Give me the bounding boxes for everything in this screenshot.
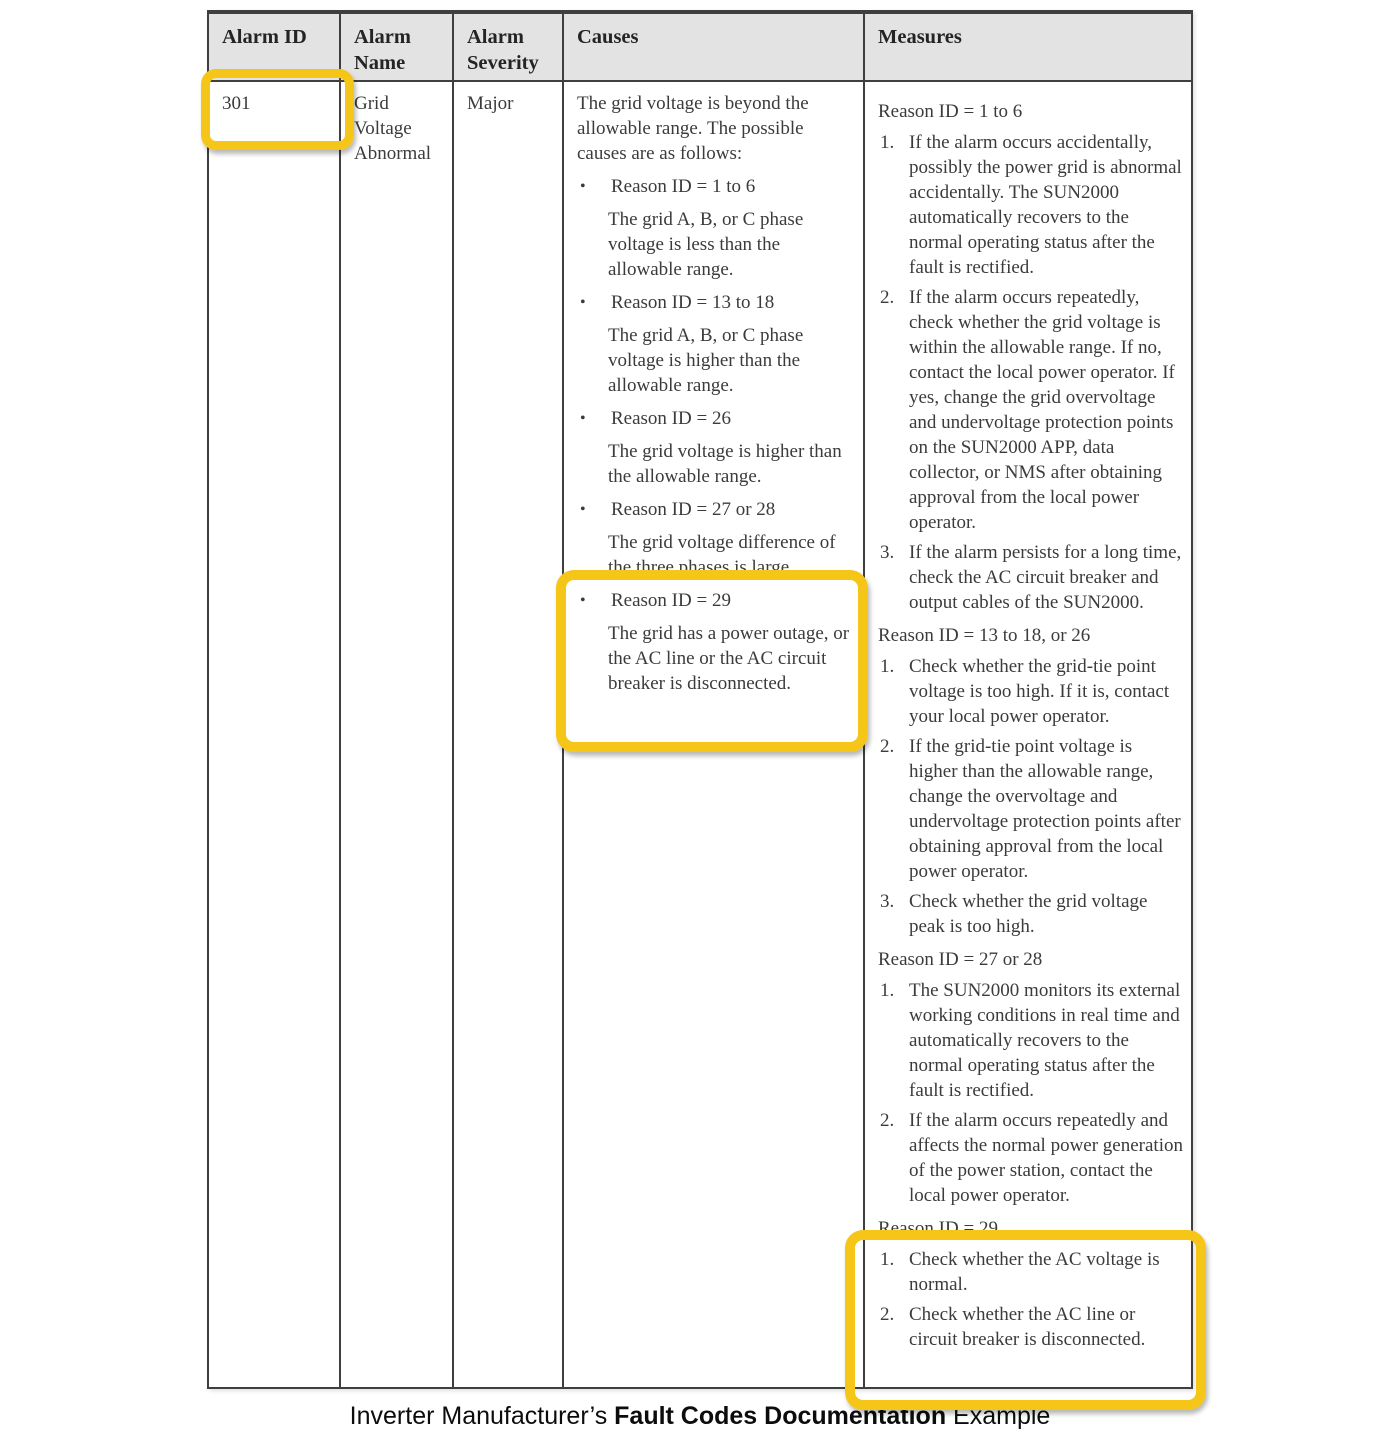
measure-step: If the alarm occurs accidentally, possibly the power grid is abnormal accidentally. The SUN2000 automatically recovers to the normal operating status after the fault is rectified. bbox=[909, 132, 1182, 278]
measure-step-list bbox=[878, 130, 1183, 615]
cell-alarm-id bbox=[209, 82, 341, 1387]
caption-prefix: Inverter Manufacturer’s bbox=[349, 1402, 615, 1430]
column-header-alarm-severity: Alarm Severity bbox=[454, 14, 564, 82]
column-header-alarm-id: Alarm ID bbox=[209, 14, 341, 82]
alarm-severity-value: Major bbox=[467, 93, 514, 114]
causes-bullet bbox=[577, 497, 855, 580]
bullet-icon: • bbox=[580, 592, 586, 609]
measure-step: If the alarm persists for a long time, check the AC circuit breaker and output cables of the SUN2000. bbox=[909, 542, 1182, 613]
bullet-icon: • bbox=[580, 178, 586, 195]
measure-step: If the alarm occurs repeatedly and affects the normal power generation of the power station, contact the local power operator. bbox=[909, 1110, 1183, 1206]
reason-id-label: Reason ID = 29 bbox=[611, 590, 731, 611]
measures-section-list bbox=[878, 99, 1183, 1352]
causes-bullet-list bbox=[577, 174, 855, 696]
measure-step: Check whether the AC voltage is normal. bbox=[909, 1249, 1160, 1295]
reason-description: The grid A, B, or C phase voltage is less than the allowable range. bbox=[608, 209, 804, 280]
measure-step-list bbox=[878, 654, 1183, 939]
reason-id-label: Reason ID = 13 to 18 bbox=[611, 292, 775, 313]
bullet-title-row bbox=[577, 290, 855, 315]
cell-causes bbox=[564, 82, 865, 1387]
reason-description: The grid voltage is higher than the allowable range. bbox=[608, 441, 842, 487]
reason-id-label: Reason ID = 27 or 28 bbox=[611, 499, 776, 520]
measure-step: Check whether the grid-tie point voltage is too high. If it is, contact your local power operator. bbox=[909, 656, 1170, 727]
column-header-measures: Measures bbox=[865, 14, 1191, 82]
causes-bullet bbox=[577, 174, 855, 282]
caption-bold: Fault Codes Documentation bbox=[614, 1402, 947, 1430]
bullet-title-row bbox=[577, 497, 855, 522]
measure-step: If the alarm occurs repeatedly, check whether the grid voltage is within the allowable range. If no, contact the local power operator. If yes, change the grid overvoltage and undervoltage protection points on the SUN2000 APP, data collector, or NMS after obtaining approval from the local power operator. bbox=[909, 287, 1175, 533]
column-header-alarm-name: Alarm Name bbox=[341, 14, 454, 82]
fault-codes-table bbox=[207, 10, 1193, 1389]
reason-description: The grid has a power outage, or the AC line or the AC circuit breaker is disconnected. bbox=[608, 623, 850, 694]
caption-suffix: Example bbox=[946, 1402, 1051, 1430]
measure-step: Check whether the AC line or circuit breaker is disconnected. bbox=[909, 1304, 1146, 1350]
measure-step: Check whether the grid voltage peak is too high. bbox=[909, 891, 1148, 937]
reason-id-label: Reason ID = 1 to 6 bbox=[611, 176, 756, 197]
measure-step-list bbox=[878, 1247, 1183, 1352]
bullet-icon: • bbox=[580, 410, 586, 427]
bullet-title-row bbox=[577, 174, 855, 199]
measures-section bbox=[878, 99, 1183, 615]
measures-section bbox=[878, 623, 1183, 939]
causes-bullet bbox=[577, 406, 855, 489]
measures-section bbox=[878, 1216, 1183, 1352]
causes-intro: The grid voltage is beyond the allowable range. The possible causes are as follows: bbox=[577, 93, 809, 164]
reason-id-heading: Reason ID = 13 to 18, or 26 bbox=[878, 625, 1091, 646]
bullet-title-row bbox=[577, 588, 855, 613]
measure-step-list bbox=[878, 978, 1183, 1208]
column-header-causes: Causes bbox=[564, 14, 865, 82]
bullet-title-row bbox=[577, 406, 855, 431]
reason-description: The grid voltage difference of the three phases is large. bbox=[608, 532, 836, 578]
reason-id-heading: Reason ID = 27 or 28 bbox=[878, 949, 1043, 970]
cell-alarm-name bbox=[341, 82, 454, 1387]
reason-id-label: Reason ID = 26 bbox=[611, 408, 731, 429]
alarm-id-value: 301 bbox=[222, 93, 251, 114]
cell-measures bbox=[865, 82, 1191, 1387]
causes-bullet bbox=[577, 290, 855, 398]
reason-id-heading: Reason ID = 29 bbox=[878, 1218, 998, 1239]
cell-alarm-severity bbox=[454, 82, 564, 1387]
measures-section bbox=[878, 947, 1183, 1208]
causes-bullet bbox=[577, 588, 855, 696]
caption bbox=[0, 1402, 1400, 1431]
alarm-name-value: Grid Voltage Abnormal bbox=[354, 93, 432, 164]
bullet-icon: • bbox=[580, 501, 586, 518]
reason-description: The grid A, B, or C phase voltage is higher than the allowable range. bbox=[608, 325, 804, 396]
measure-step: If the grid-tie point voltage is higher than the allowable range, change the overvoltage and undervoltage protection points after obtaining approval from the local power operator. bbox=[909, 736, 1181, 882]
measure-step: The SUN2000 monitors its external working conditions in real time and automatically recovers to the normal operating status after the fault is rectified. bbox=[909, 980, 1181, 1101]
reason-id-heading: Reason ID = 1 to 6 bbox=[878, 101, 1023, 122]
bullet-icon: • bbox=[580, 294, 586, 311]
